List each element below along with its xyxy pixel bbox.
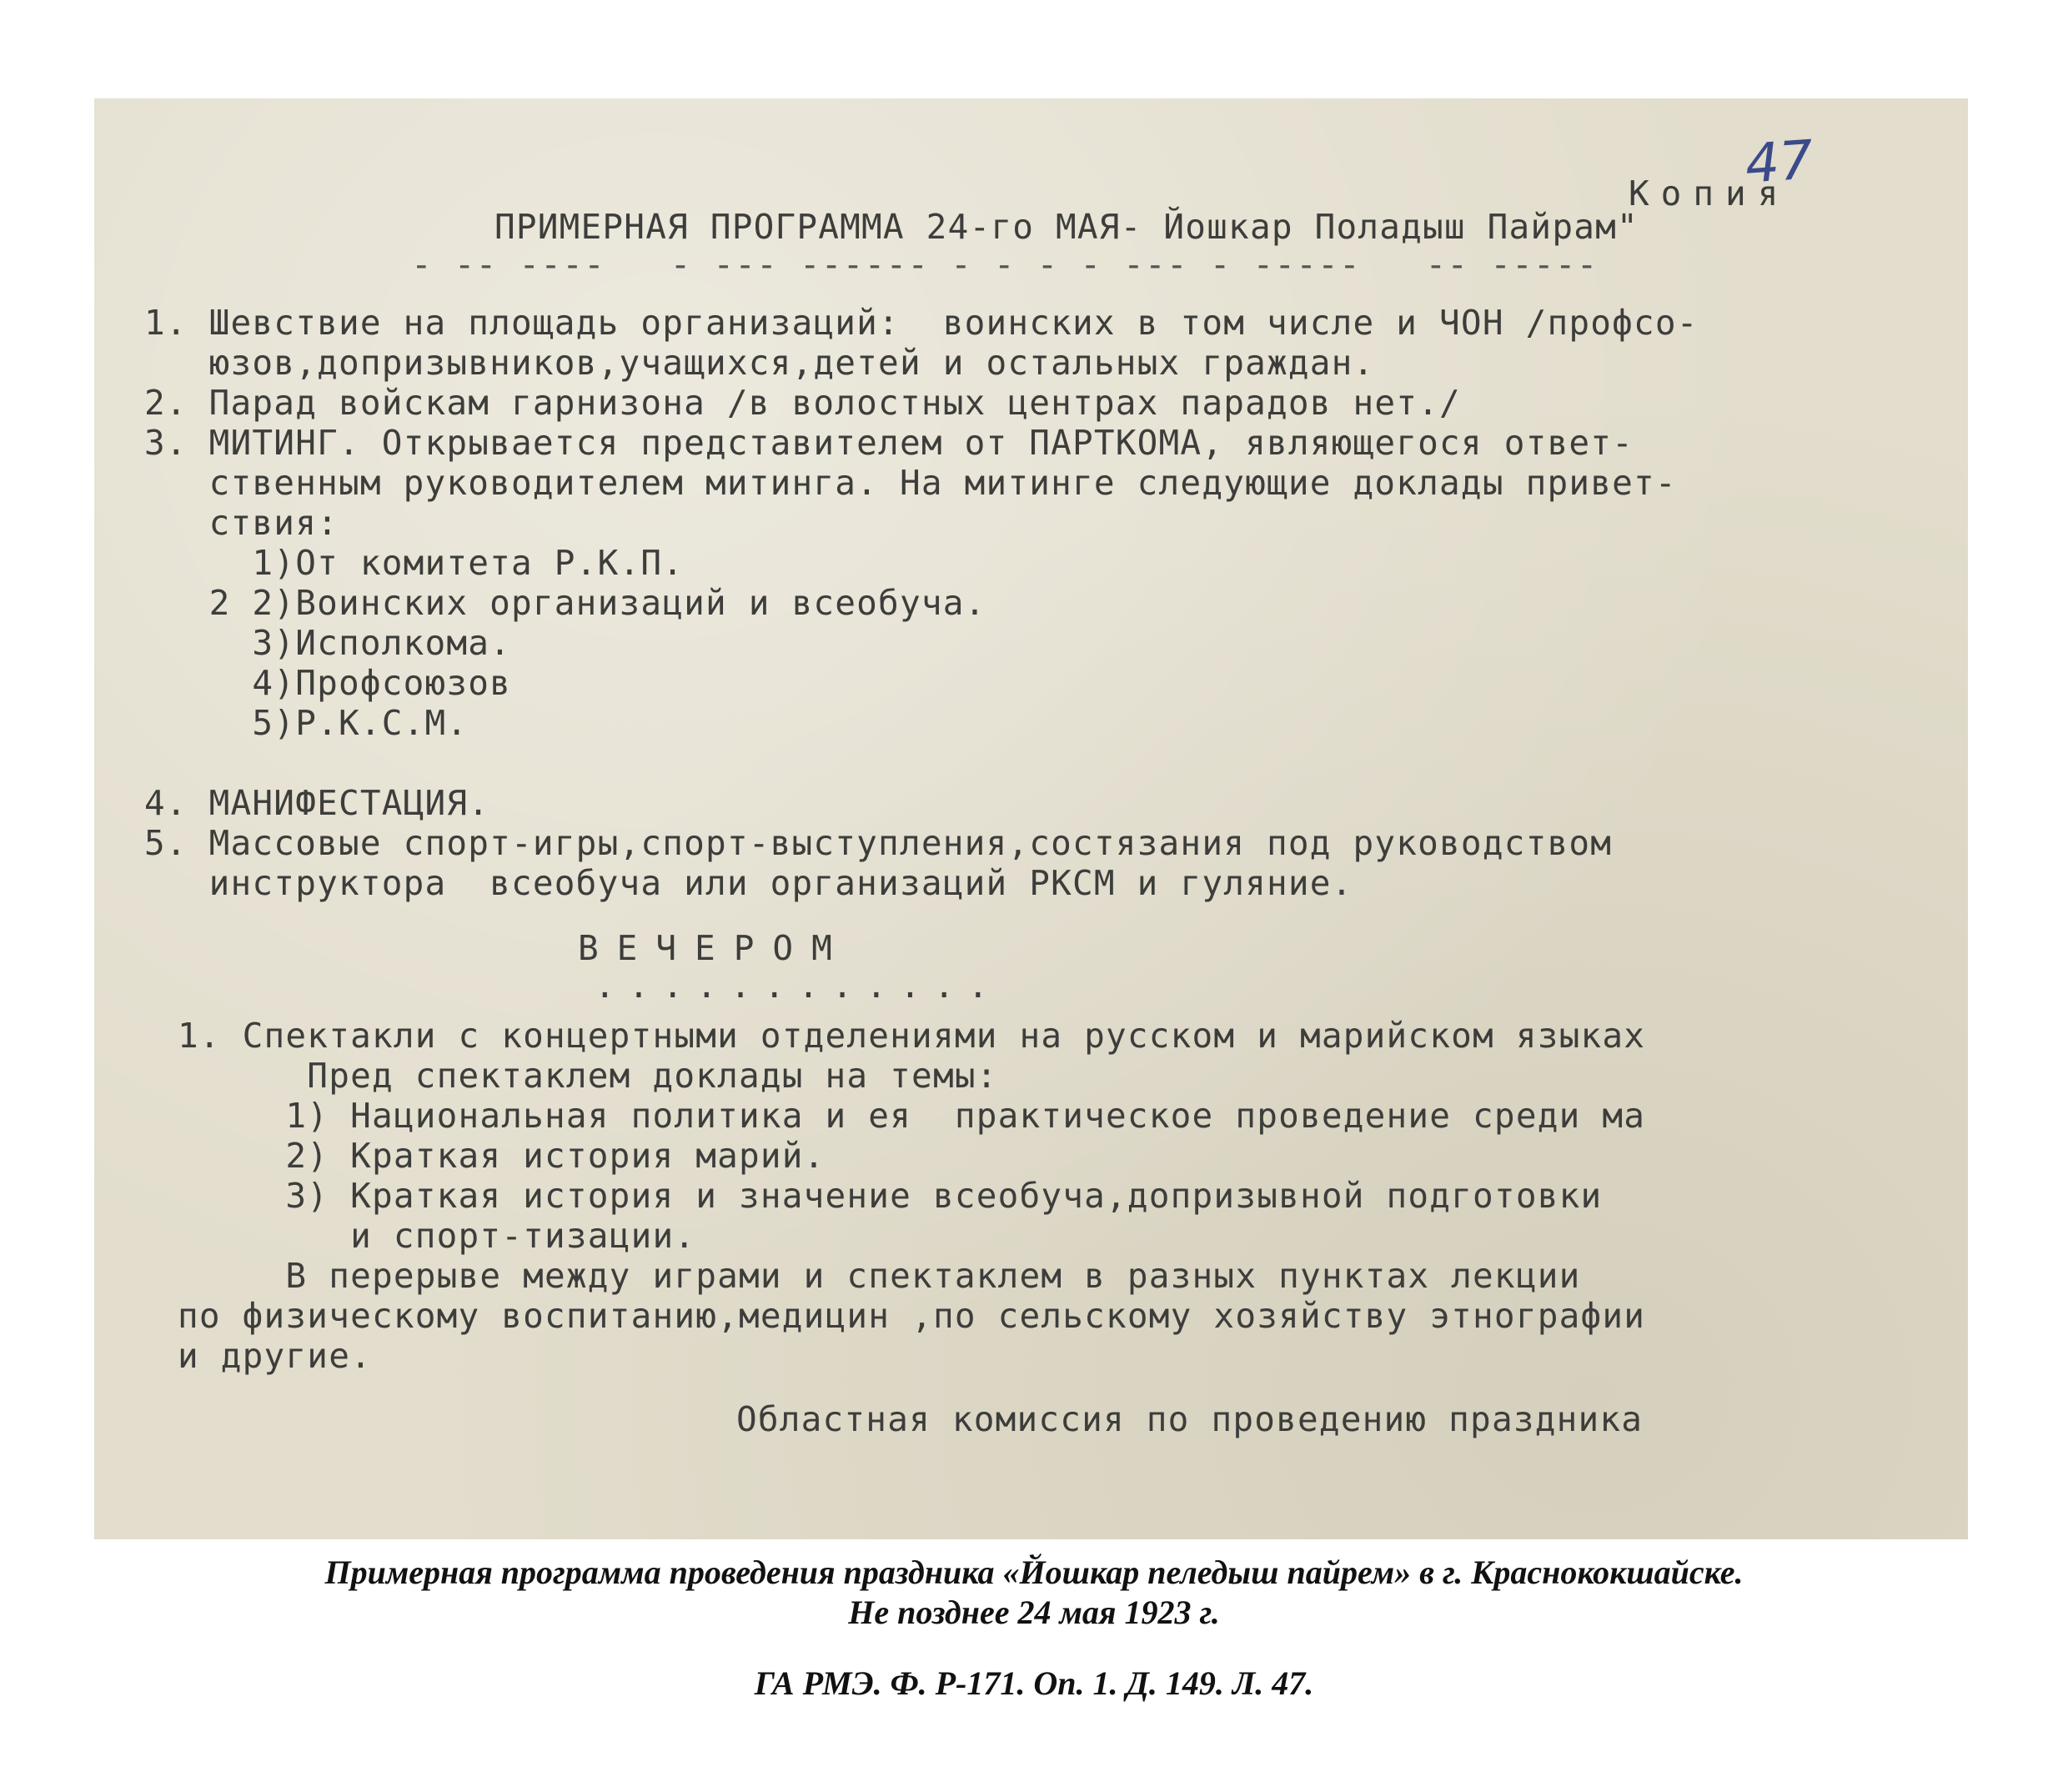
evening-line: В перерыве между играми и спектаклем в разных пунктах лекции xyxy=(178,1256,1581,1296)
evening-line: и спорт-тизации. xyxy=(178,1216,696,1256)
program-items xyxy=(144,303,1699,903)
program-line: 5. Массовые спорт-игры,спорт-выступления,состязания под руководством xyxy=(144,823,1613,863)
program-line: 1. Шевствие на площадь организаций: воинских в том числе и ЧОН /профсо- xyxy=(144,303,1699,343)
evening-line: 2) Краткая история марий. xyxy=(178,1136,826,1176)
program-line: 4. МАНИФЕСТАЦИЯ. xyxy=(144,783,490,823)
program-line: ствия: xyxy=(144,503,339,543)
archival-document-scan xyxy=(94,98,1968,1539)
caption-title: Примерная программа проведения праздника «Йошкар пеледыш пайрем» в г. Краснококшайске. xyxy=(324,1554,1744,1591)
folio-number: 47 xyxy=(1743,129,1815,196)
document-title: ПРИМЕРНАЯ ПРОГРАММА 24-го МАЯ- Йошкар Поладыш Пайрам" xyxy=(494,207,1639,247)
program-line: 2. Парад войскам гарнизона /в волостных центрах парадов нет./ xyxy=(144,383,1461,423)
program-line: юзов,допризывников,учащихся,детей и остальных граждан. xyxy=(144,343,1375,383)
archive-reference: ГА РМЭ. Ф. Р-171. Оп. 1. Д. 149. Л. 47. xyxy=(754,1664,1314,1702)
evening-heading: ВЕЧЕРОМ xyxy=(578,928,851,968)
evening-line: 1. Спектакли с концертными отделениями на русском и марийском языках xyxy=(178,1016,1646,1056)
signature-line: Областная комиссия по проведению праздника xyxy=(736,1399,1644,1439)
program-subitem: 2 2)Воинских организаций и всеобуча. xyxy=(144,583,986,623)
copy-mark: Копия xyxy=(1629,173,1790,213)
evening-line: 1) Национальная политика и ея практическое проведение среди ма xyxy=(178,1096,1646,1136)
program-subitem: 5)Р.К.С.М. xyxy=(144,703,469,743)
evening-line: и другие. xyxy=(178,1336,372,1376)
title-underline-dashes: - -- ---- - --- ------ - - - - --- - ----- -- ----- xyxy=(411,244,1599,284)
evening-line: Пред спектаклем доклады на темы: xyxy=(178,1056,998,1096)
program-line: ственным руководителем митинга. На митинге следующие доклады привет- xyxy=(144,463,1677,503)
evening-items xyxy=(178,1016,1645,1376)
program-line: инструктора всеобуча или организаций РКСМ и гуляние. xyxy=(144,863,1353,903)
caption-date: Не позднее 24 мая 1923 г. xyxy=(848,1594,1220,1631)
evening-line: 3) Краткая история и значение всеобуча,допризывной подготовки xyxy=(178,1176,1603,1216)
evening-line: по физическому воспитанию,медицин ,по сельскому хозяйству этнографии xyxy=(178,1296,1646,1336)
program-subitem: 3)Исполкома. xyxy=(144,623,512,663)
blank-line xyxy=(144,743,1699,783)
program-line: 3. МИТИНГ. Открывается представителем от ПАРТКОМА, являющегося ответ- xyxy=(144,423,1634,463)
program-subitem: 4)Профсоюзов xyxy=(144,663,512,703)
evening-heading-dots: ............ xyxy=(595,966,1002,1006)
program-subitem: 1)От комитета Р.К.П. xyxy=(144,543,685,583)
